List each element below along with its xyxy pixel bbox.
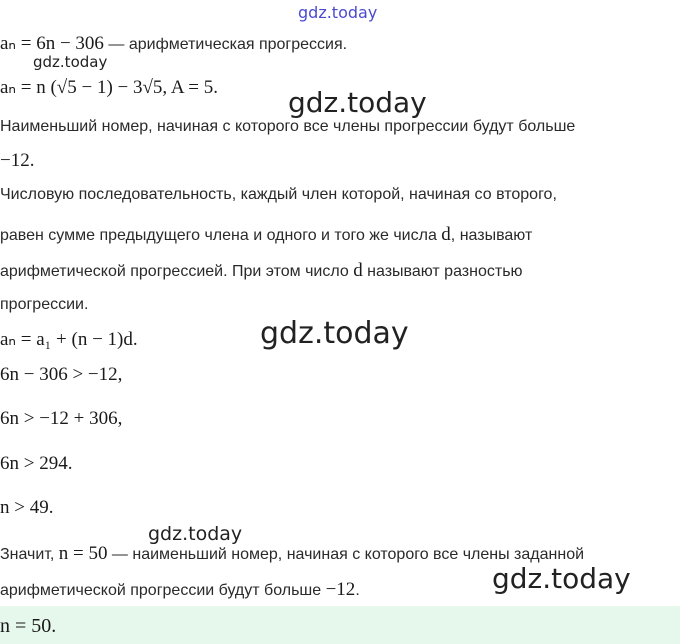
- watermark: gdz.today: [148, 523, 243, 545]
- inequality-step-2: 6n > −12 + 306,: [0, 408, 123, 429]
- definition-text: , называют: [450, 227, 533, 244]
- watermark: gdz.today: [260, 316, 409, 351]
- inequality-step-3: 6n > 294.: [0, 453, 73, 474]
- general-formula: aₙ = a₁ + (n − 1)d.: [0, 329, 138, 350]
- definition-line-3: [0, 260, 523, 282]
- watermark: gdz.today: [492, 562, 631, 595]
- definition-text: арифметической прогрессией. При этом число: [0, 263, 354, 280]
- conclusion-threshold: −12: [325, 579, 356, 600]
- inequality-step-1: 6n − 306 > −12,: [0, 364, 123, 385]
- definition-line-2: [0, 224, 532, 246]
- definition-line-4: прогрессии.: [0, 296, 89, 313]
- question-line-1: Наименьший номер, начиная с которого все члены прогрессии будут больше: [0, 118, 576, 135]
- conclusion-value: n = 50: [58, 543, 108, 564]
- progression-formula: aₙ = 6n − 306: [0, 33, 104, 54]
- difference-variable: d: [353, 260, 363, 281]
- conclusion-text: арифметической прогрессии будут больше: [0, 582, 326, 599]
- conclusion-line-2: [0, 579, 360, 601]
- task-formula-line: [0, 32, 347, 55]
- definition-text: называют разностью: [362, 263, 523, 280]
- definition-line-1: Числовую последовательность, каждый член которой, начиная со второго,: [0, 186, 557, 203]
- conclusion-text: — наименьший номер, начиная с которого все члены заданной: [107, 546, 585, 563]
- progression-label: — арифметическая прогрессия.: [103, 36, 348, 53]
- answer-value: n = 50.: [0, 615, 57, 637]
- difference-variable: d: [441, 224, 451, 245]
- conclusion-text: .: [355, 582, 360, 599]
- conclusion-line-1: [0, 543, 584, 565]
- inequality-step-4: n > 49.: [0, 497, 54, 518]
- given-line: aₙ = n (√5 − 1) − 3√5, A = 5.: [0, 77, 218, 98]
- watermark: gdz.today: [288, 86, 427, 119]
- conclusion-text: Значит,: [0, 546, 59, 563]
- watermark: gdz.today: [33, 53, 108, 71]
- definition-text: равен сумме предыдущего члена и одного и того же числа: [0, 227, 442, 244]
- question-line-2: −12.: [0, 150, 35, 171]
- watermark: gdz.today: [298, 3, 378, 22]
- answer-box: [0, 606, 680, 644]
